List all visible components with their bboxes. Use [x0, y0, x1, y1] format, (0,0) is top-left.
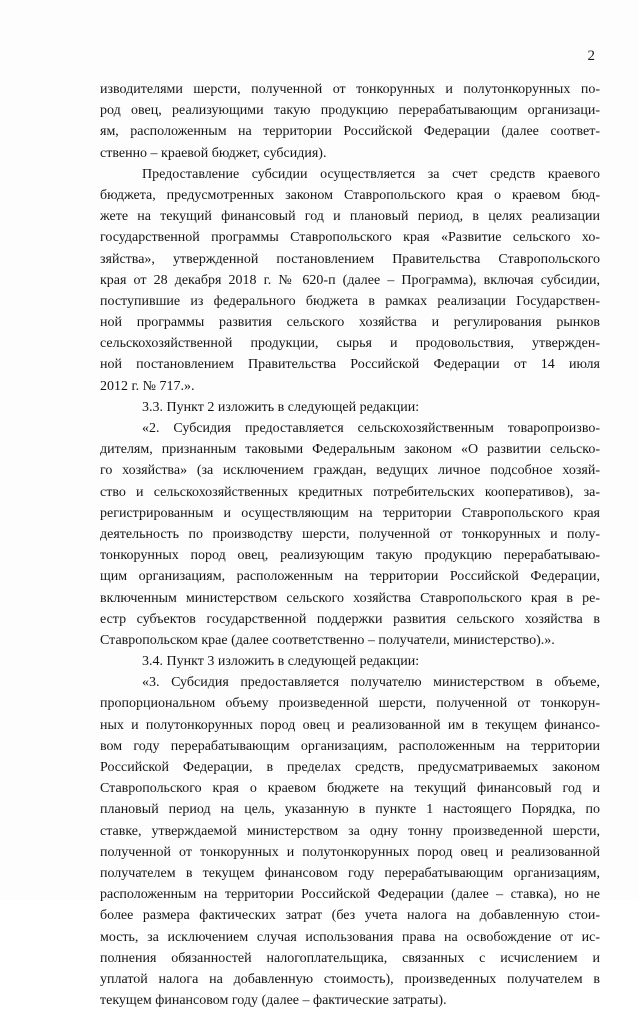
text-line: сельскохозяйственной продукции, сырья и продовольствия, утвержден- [100, 336, 600, 352]
text-line: дителям, признанным таковыми Федеральным законом «О развитии сельско- [100, 442, 600, 458]
text-line: мость, за исключением случая использования права на освобождение от ис- [100, 929, 600, 945]
text-line: ство и сельскохозяйственных кредитных потребительских кооперативов), за- [100, 484, 600, 500]
text-line: зяйства», утвержденной постановлением Правительства Ставропольского [100, 251, 600, 267]
text-line: вом году перерабатывающим организациям, расположенным на территории [100, 738, 600, 754]
text-line: ной постановлением Правительства Российской Федерации от 14 июля [100, 357, 600, 373]
text-line: жете на текущий финансовый год и плановый период, в целях реализации [100, 209, 600, 225]
text-line: включенным министерством сельского хозяйства Ставропольского края в ре- [100, 590, 600, 606]
text-line: расположенным на территории Российской Федерации (далее – ставка), но не [100, 887, 600, 903]
text-line: получателем в текущем финансовом году перерабатывающим организациям, [100, 865, 600, 881]
text-line: ной программы развития сельского хозяйства и регулирования рынков [100, 315, 600, 331]
page-number: 2 [587, 48, 595, 64]
text-line: регистрированным и осуществляющим на территории Ставропольского края [100, 505, 600, 521]
text-line: ных и полутонкорунных пород овец и реализованной им в текущем финансо- [100, 717, 600, 733]
text-line: 3.3. Пункт 2 изложить в следующей редакции: [142, 399, 420, 415]
text-line: полнения обязанностей налогоплательщика, связанных с исчислением и [100, 950, 600, 966]
text-line: ставке, утверждаемой министерством за одну тонну произведенной шерсти, [100, 823, 600, 839]
text-line: края от 28 декабря 2018 г. № 620-п (далее – Программа), включая субсидии, [100, 272, 600, 288]
text-line: изводителями шерсти, полученной от тонкорунных и полутонкорунных по- [100, 82, 600, 97]
text-line: 2012 г. № 717.». [100, 378, 195, 394]
text-line: Российской Федерации, в пределах средств, предусматриваемых законом [100, 760, 600, 775]
text-line: тонкорунных пород овец, реализующим такую продукцию перерабатываю- [100, 548, 600, 564]
text-line: «2. Субсидия предоставляется сельскохозяйственным товаропроизво- [142, 421, 600, 436]
text-line: государственной программы Ставропольского края «Развитие сельского хо- [100, 230, 600, 246]
text-line: ям, расположенным на территории Российской Федерации (далее соответ- [100, 124, 600, 140]
document-body [100, 79, 600, 1011]
text-line: щим организациям, расположенным на территории Российской Федерации, [100, 569, 600, 585]
text-line: бюджета, предусмотренных законом Ставропольского края о краевом бюд- [100, 187, 600, 203]
text-line: род овец, реализующими такую продукцию перерабатывающим организаци- [100, 103, 600, 119]
text-line: деятельность по производству шерсти, полученной от тонкорунных и полу- [100, 526, 600, 542]
text-line: Предоставление субсидии осуществляется за счет средств краевого [142, 166, 600, 182]
text-line: «3. Субсидия предоставляется получателю министерством в объеме, [142, 675, 600, 691]
text-line: поступившие из федерального бюджета в рамках реализации Государствен- [100, 293, 600, 309]
text-line: более размера фактических затрат (без учета налога на добавленную стои- [100, 908, 600, 924]
text-line: ственно – краевой бюджет, субсидия). [100, 145, 327, 161]
text-line: естр субъектов государственной поддержки развития сельского хозяйства в [100, 611, 600, 627]
text-line: Ставропольском крае (далее соответственно – получатели, министерство).». [100, 632, 555, 648]
text-line: полученной от тонкорунных и полутонкорунных пород овец и реализованной [100, 844, 600, 860]
text-line: текущем финансовом году (далее – фактические затраты). [100, 993, 447, 1009]
text-line: го хозяйства» (за исключением граждан, ведущих личное подсобное хозяй- [100, 463, 600, 479]
text-line: Ставропольского края о краевом бюджете на текущий финансовый год и [100, 781, 600, 797]
text-line: 3.4. Пункт 3 изложить в следующей редакции: [142, 654, 420, 670]
text-line: уплатой налога на добавленную стоимость), произведенных получателем в [100, 971, 600, 987]
text-line: плановый период на цель, указанную в пункте 1 настоящего Порядка, по [100, 802, 600, 818]
text-line: пропорциональном объему произведенной шерсти, полученной от тонкорун- [100, 696, 600, 712]
